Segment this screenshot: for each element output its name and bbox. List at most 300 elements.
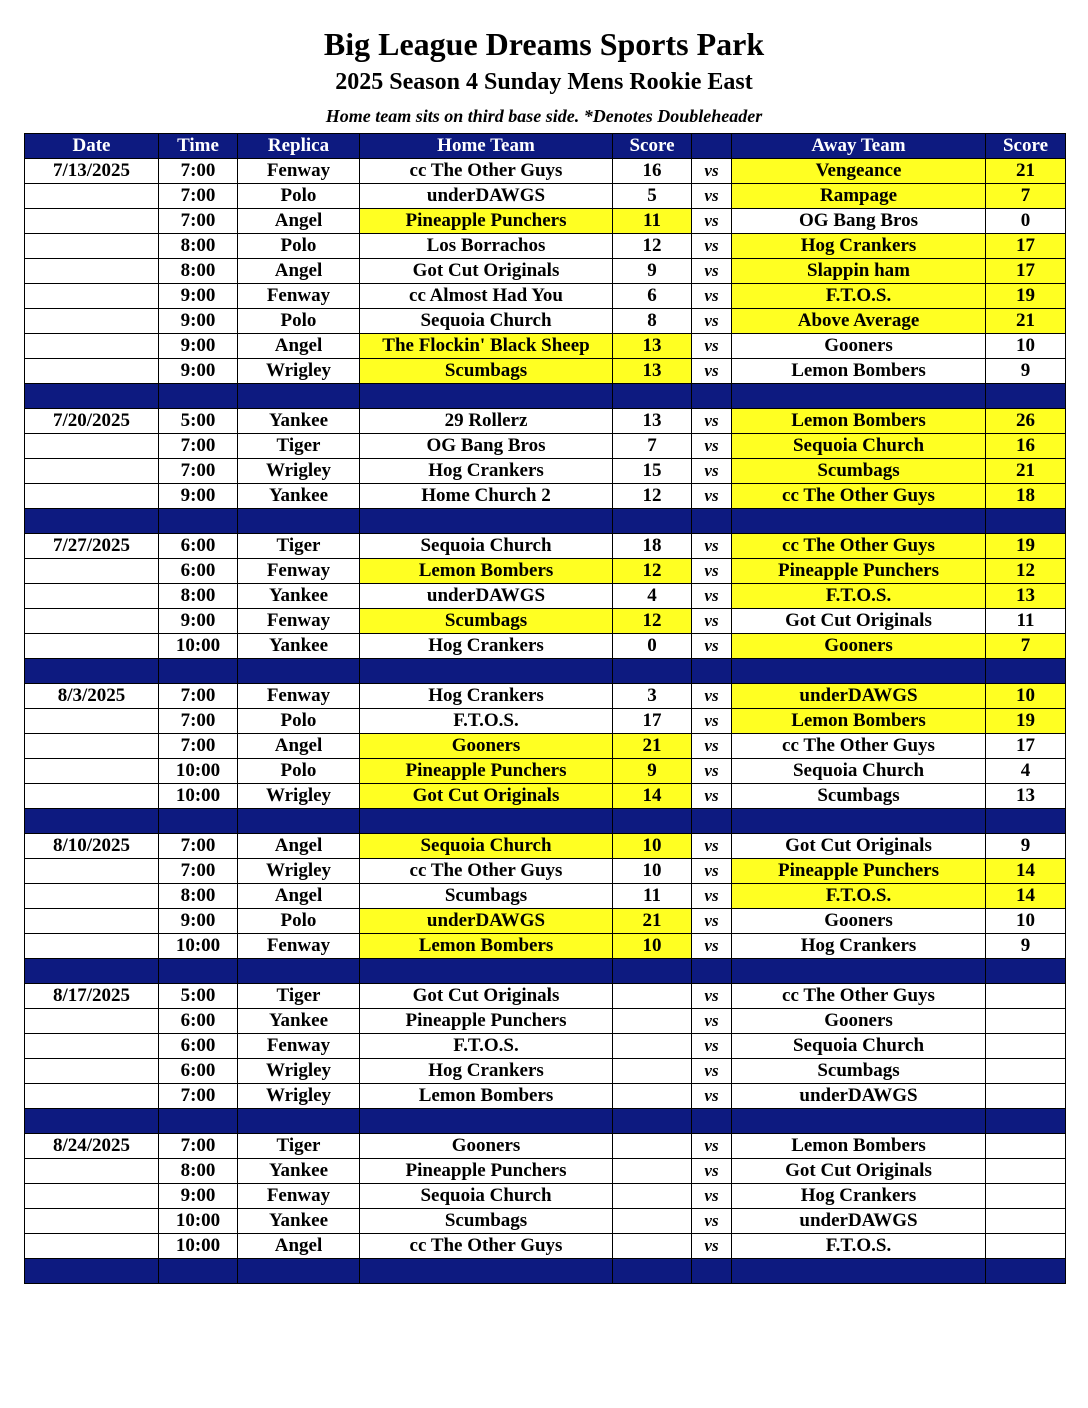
home-team: Hog Crankers xyxy=(360,1059,613,1084)
away-score xyxy=(986,1184,1066,1209)
vs-label: vs xyxy=(692,1009,732,1034)
home-score xyxy=(613,984,692,1009)
away-score: 14 xyxy=(986,884,1066,909)
game-row xyxy=(25,1234,1066,1259)
game-time: 7:00 xyxy=(159,434,238,459)
game-replica: Polo xyxy=(238,909,360,934)
separator-cell xyxy=(692,959,732,984)
game-replica: Wrigley xyxy=(238,784,360,809)
game-replica: Fenway xyxy=(238,1034,360,1059)
away-score: 9 xyxy=(986,834,1066,859)
away-team: F.T.O.S. xyxy=(732,584,986,609)
separator-cell xyxy=(732,384,986,409)
away-team: Lemon Bombers xyxy=(732,409,986,434)
away-team: Scumbags xyxy=(732,459,986,484)
home-score: 10 xyxy=(613,859,692,884)
away-score: 21 xyxy=(986,159,1066,184)
game-replica: Angel xyxy=(238,334,360,359)
week-separator xyxy=(25,959,1066,984)
game-replica: Angel xyxy=(238,834,360,859)
game-time: 9:00 xyxy=(159,334,238,359)
away-team: underDAWGS xyxy=(732,1209,986,1234)
game-replica: Wrigley xyxy=(238,859,360,884)
away-team: Pineapple Punchers xyxy=(732,859,986,884)
game-row xyxy=(25,759,1066,784)
separator-cell xyxy=(159,1109,238,1134)
vs-label: vs xyxy=(692,534,732,559)
game-replica: Wrigley xyxy=(238,359,360,384)
game-time: 6:00 xyxy=(159,1059,238,1084)
separator-cell xyxy=(238,1259,360,1284)
game-date xyxy=(25,209,159,234)
home-score: 13 xyxy=(613,359,692,384)
away-score: 19 xyxy=(986,534,1066,559)
away-score: 10 xyxy=(986,909,1066,934)
vs-label: vs xyxy=(692,1084,732,1109)
game-row xyxy=(25,1134,1066,1159)
home-score xyxy=(613,1134,692,1159)
game-replica: Yankee xyxy=(238,1159,360,1184)
home-score: 9 xyxy=(613,759,692,784)
game-row xyxy=(25,734,1066,759)
home-score: 12 xyxy=(613,609,692,634)
home-team: Hog Crankers xyxy=(360,684,613,709)
game-replica: Tiger xyxy=(238,534,360,559)
away-team: Sequoia Church xyxy=(732,759,986,784)
game-time: 7:00 xyxy=(159,184,238,209)
separator-cell xyxy=(159,659,238,684)
col-home-score: Score xyxy=(613,134,692,159)
game-replica: Yankee xyxy=(238,1009,360,1034)
separator-cell xyxy=(238,809,360,834)
separator-cell xyxy=(238,659,360,684)
away-score: 18 xyxy=(986,484,1066,509)
game-replica: Angel xyxy=(238,884,360,909)
game-time: 10:00 xyxy=(159,1234,238,1259)
away-team: cc The Other Guys xyxy=(732,734,986,759)
game-row xyxy=(25,184,1066,209)
home-score: 21 xyxy=(613,909,692,934)
home-score xyxy=(613,1209,692,1234)
game-replica: Fenway xyxy=(238,1184,360,1209)
game-date xyxy=(25,1209,159,1234)
away-team: F.T.O.S. xyxy=(732,284,986,309)
game-row xyxy=(25,1184,1066,1209)
home-score: 13 xyxy=(613,409,692,434)
game-replica: Tiger xyxy=(238,1134,360,1159)
week-separator xyxy=(25,809,1066,834)
vs-label: vs xyxy=(692,1059,732,1084)
away-score xyxy=(986,1234,1066,1259)
home-score: 14 xyxy=(613,784,692,809)
home-score: 7 xyxy=(613,434,692,459)
vs-label: vs xyxy=(692,584,732,609)
separator-cell xyxy=(986,1109,1066,1134)
away-team: Sequoia Church xyxy=(732,1034,986,1059)
game-time: 7:00 xyxy=(159,1134,238,1159)
separator-cell xyxy=(986,509,1066,534)
header-row xyxy=(25,134,1066,159)
home-score xyxy=(613,1059,692,1084)
schedule-table xyxy=(24,133,1066,1284)
game-time: 9:00 xyxy=(159,909,238,934)
home-team: F.T.O.S. xyxy=(360,1034,613,1059)
away-score: 7 xyxy=(986,634,1066,659)
away-team: F.T.O.S. xyxy=(732,884,986,909)
home-score: 13 xyxy=(613,334,692,359)
away-team: Above Average xyxy=(732,309,986,334)
home-score xyxy=(613,1234,692,1259)
vs-label: vs xyxy=(692,1209,732,1234)
home-team: cc The Other Guys xyxy=(360,159,613,184)
away-score: 17 xyxy=(986,259,1066,284)
game-date xyxy=(25,934,159,959)
away-score: 19 xyxy=(986,284,1066,309)
home-score xyxy=(613,1009,692,1034)
game-date xyxy=(25,1059,159,1084)
game-replica: Yankee xyxy=(238,484,360,509)
home-score: 12 xyxy=(613,559,692,584)
home-score xyxy=(613,1184,692,1209)
game-time: 7:00 xyxy=(159,159,238,184)
game-row xyxy=(25,284,1066,309)
schedule-body xyxy=(25,159,1066,1284)
home-team: cc The Other Guys xyxy=(360,1234,613,1259)
home-score: 16 xyxy=(613,159,692,184)
vs-label: vs xyxy=(692,609,732,634)
home-team: Lemon Bombers xyxy=(360,1084,613,1109)
game-date xyxy=(25,734,159,759)
home-team: Gooners xyxy=(360,734,613,759)
game-replica: Angel xyxy=(238,259,360,284)
home-team: The Flockin' Black Sheep xyxy=(360,334,613,359)
week-separator xyxy=(25,509,1066,534)
vs-label: vs xyxy=(692,409,732,434)
game-date: 8/3/2025 xyxy=(25,684,159,709)
game-date xyxy=(25,609,159,634)
separator-cell xyxy=(360,384,613,409)
home-team: Sequoia Church xyxy=(360,1184,613,1209)
vs-label: vs xyxy=(692,334,732,359)
game-time: 8:00 xyxy=(159,1159,238,1184)
away-team: Gooners xyxy=(732,334,986,359)
separator-cell xyxy=(613,959,692,984)
away-team: OG Bang Bros xyxy=(732,209,986,234)
home-score: 10 xyxy=(613,934,692,959)
page-title: Big League Dreams Sports Park xyxy=(323,26,765,62)
home-score: 0 xyxy=(613,634,692,659)
home-team: underDAWGS xyxy=(360,584,613,609)
game-row xyxy=(25,259,1066,284)
away-score: 17 xyxy=(986,734,1066,759)
away-team: underDAWGS xyxy=(732,1084,986,1109)
game-replica: Fenway xyxy=(238,559,360,584)
away-team: Gooners xyxy=(732,1009,986,1034)
week-separator xyxy=(25,659,1066,684)
home-team: Sequoia Church xyxy=(360,534,613,559)
game-date xyxy=(25,184,159,209)
game-date xyxy=(25,459,159,484)
game-date xyxy=(25,909,159,934)
separator-cell xyxy=(25,509,159,534)
game-time: 7:00 xyxy=(159,834,238,859)
game-replica: Fenway xyxy=(238,684,360,709)
game-time: 7:00 xyxy=(159,734,238,759)
separator-cell xyxy=(732,509,986,534)
vs-label: vs xyxy=(692,909,732,934)
game-date xyxy=(25,1034,159,1059)
game-replica: Yankee xyxy=(238,584,360,609)
game-time: 10:00 xyxy=(159,934,238,959)
away-team: Gooners xyxy=(732,909,986,934)
col-away-score: Score xyxy=(986,134,1066,159)
separator-cell xyxy=(986,659,1066,684)
separator-cell xyxy=(732,809,986,834)
home-team: Home Church 2 xyxy=(360,484,613,509)
vs-label: vs xyxy=(692,734,732,759)
game-time: 7:00 xyxy=(159,1084,238,1109)
game-row xyxy=(25,1159,1066,1184)
away-score: 17 xyxy=(986,234,1066,259)
away-score: 12 xyxy=(986,559,1066,584)
home-score: 3 xyxy=(613,684,692,709)
col-vs xyxy=(692,134,732,159)
away-score: 14 xyxy=(986,859,1066,884)
separator-cell xyxy=(238,509,360,534)
away-score: 10 xyxy=(986,334,1066,359)
home-team: Sequoia Church xyxy=(360,834,613,859)
away-team: Lemon Bombers xyxy=(732,709,986,734)
vs-label: vs xyxy=(692,1184,732,1209)
separator-cell xyxy=(732,659,986,684)
away-score: 0 xyxy=(986,209,1066,234)
game-row xyxy=(25,1009,1066,1034)
game-row xyxy=(25,334,1066,359)
game-date: 8/17/2025 xyxy=(25,984,159,1009)
game-date xyxy=(25,884,159,909)
separator-cell xyxy=(238,959,360,984)
home-score: 21 xyxy=(613,734,692,759)
vs-label: vs xyxy=(692,709,732,734)
game-date xyxy=(25,1234,159,1259)
separator-cell xyxy=(25,959,159,984)
separator-cell xyxy=(360,1109,613,1134)
game-time: 8:00 xyxy=(159,884,238,909)
vs-label: vs xyxy=(692,184,732,209)
separator-cell xyxy=(692,509,732,534)
game-date xyxy=(25,484,159,509)
game-time: 9:00 xyxy=(159,1184,238,1209)
game-time: 6:00 xyxy=(159,1034,238,1059)
vs-label: vs xyxy=(692,359,732,384)
game-date xyxy=(25,559,159,584)
home-score xyxy=(613,1034,692,1059)
vs-label: vs xyxy=(692,309,732,334)
separator-cell xyxy=(613,1109,692,1134)
vs-label: vs xyxy=(692,884,732,909)
home-team: Scumbags xyxy=(360,609,613,634)
separator-cell xyxy=(360,959,613,984)
vs-label: vs xyxy=(692,234,732,259)
vs-label: vs xyxy=(692,634,732,659)
away-team: Got Cut Originals xyxy=(732,609,986,634)
game-time: 8:00 xyxy=(159,584,238,609)
separator-cell xyxy=(159,959,238,984)
game-row xyxy=(25,1084,1066,1109)
home-team: cc Almost Had You xyxy=(360,284,613,309)
game-time: 6:00 xyxy=(159,534,238,559)
home-team: Scumbags xyxy=(360,359,613,384)
vs-label: vs xyxy=(692,284,732,309)
away-score xyxy=(986,1059,1066,1084)
home-score: 4 xyxy=(613,584,692,609)
game-replica: Yankee xyxy=(238,1209,360,1234)
separator-cell xyxy=(692,1259,732,1284)
separator-cell xyxy=(732,1109,986,1134)
game-row xyxy=(25,209,1066,234)
separator-cell xyxy=(159,1259,238,1284)
vs-label: vs xyxy=(692,484,732,509)
home-team: Got Cut Originals xyxy=(360,259,613,284)
separator-cell xyxy=(25,809,159,834)
game-row xyxy=(25,884,1066,909)
home-score: 5 xyxy=(613,184,692,209)
home-team: Got Cut Originals xyxy=(360,784,613,809)
game-date xyxy=(25,1009,159,1034)
away-team: Pineapple Punchers xyxy=(732,559,986,584)
separator-cell xyxy=(25,659,159,684)
game-replica: Fenway xyxy=(238,159,360,184)
away-team: Hog Crankers xyxy=(732,1184,986,1209)
separator-cell xyxy=(238,1109,360,1134)
away-team: underDAWGS xyxy=(732,684,986,709)
home-team: cc The Other Guys xyxy=(360,859,613,884)
away-team: Scumbags xyxy=(732,784,986,809)
game-row xyxy=(25,1209,1066,1234)
vs-label: vs xyxy=(692,1234,732,1259)
home-score: 15 xyxy=(613,459,692,484)
away-team: Sequoia Church xyxy=(732,434,986,459)
game-date xyxy=(25,234,159,259)
home-score: 6 xyxy=(613,284,692,309)
game-time: 10:00 xyxy=(159,784,238,809)
separator-cell xyxy=(159,384,238,409)
separator-cell xyxy=(692,1109,732,1134)
away-score xyxy=(986,1159,1066,1184)
vs-label: vs xyxy=(692,759,732,784)
game-time: 7:00 xyxy=(159,709,238,734)
home-team: underDAWGS xyxy=(360,184,613,209)
game-row xyxy=(25,1059,1066,1084)
game-date xyxy=(25,359,159,384)
game-time: 9:00 xyxy=(159,484,238,509)
game-row xyxy=(25,459,1066,484)
away-team: F.T.O.S. xyxy=(732,1234,986,1259)
game-replica: Yankee xyxy=(238,634,360,659)
game-date xyxy=(25,759,159,784)
game-row xyxy=(25,484,1066,509)
away-score xyxy=(986,1209,1066,1234)
home-team: Gooners xyxy=(360,1134,613,1159)
game-replica: Polo xyxy=(238,759,360,784)
separator-cell xyxy=(692,809,732,834)
col-home-team: Home Team xyxy=(360,134,613,159)
game-replica: Polo xyxy=(238,309,360,334)
home-team: Scumbags xyxy=(360,884,613,909)
away-score: 13 xyxy=(986,784,1066,809)
game-date xyxy=(25,859,159,884)
separator-cell xyxy=(25,384,159,409)
separator-cell xyxy=(986,384,1066,409)
game-replica: Wrigley xyxy=(238,1059,360,1084)
game-replica: Angel xyxy=(238,209,360,234)
home-team: 29 Rollerz xyxy=(360,409,613,434)
away-score: 19 xyxy=(986,709,1066,734)
home-team: Got Cut Originals xyxy=(360,984,613,1009)
vs-label: vs xyxy=(692,159,732,184)
away-score: 9 xyxy=(986,934,1066,959)
separator-cell xyxy=(159,509,238,534)
game-date: 7/20/2025 xyxy=(25,409,159,434)
week-separator xyxy=(25,384,1066,409)
game-row xyxy=(25,609,1066,634)
vs-label: vs xyxy=(692,784,732,809)
game-row xyxy=(25,234,1066,259)
game-date: 7/13/2025 xyxy=(25,159,159,184)
away-team: Hog Crankers xyxy=(732,234,986,259)
game-time: 5:00 xyxy=(159,409,238,434)
game-replica: Polo xyxy=(238,234,360,259)
away-score: 7 xyxy=(986,184,1066,209)
game-row xyxy=(25,709,1066,734)
away-score xyxy=(986,1034,1066,1059)
home-score xyxy=(613,1159,692,1184)
home-team: underDAWGS xyxy=(360,909,613,934)
away-team: Hog Crankers xyxy=(732,934,986,959)
away-team: Got Cut Originals xyxy=(732,834,986,859)
game-time: 7:00 xyxy=(159,459,238,484)
game-date xyxy=(25,709,159,734)
separator-cell xyxy=(613,659,692,684)
home-score: 12 xyxy=(613,234,692,259)
separator-cell xyxy=(25,1109,159,1134)
separator-cell xyxy=(732,1259,986,1284)
separator-cell xyxy=(360,1259,613,1284)
game-replica: Polo xyxy=(238,184,360,209)
away-team: Slappin ham xyxy=(732,259,986,284)
game-row xyxy=(25,559,1066,584)
game-date xyxy=(25,284,159,309)
game-row xyxy=(25,359,1066,384)
game-time: 9:00 xyxy=(159,309,238,334)
game-row xyxy=(25,834,1066,859)
away-score: 21 xyxy=(986,459,1066,484)
game-date xyxy=(25,309,159,334)
week-separator xyxy=(25,1109,1066,1134)
game-time: 7:00 xyxy=(159,209,238,234)
vs-label: vs xyxy=(692,1034,732,1059)
game-replica: Fenway xyxy=(238,609,360,634)
home-score xyxy=(613,1084,692,1109)
away-score: 13 xyxy=(986,584,1066,609)
game-time: 10:00 xyxy=(159,1209,238,1234)
home-team: Pineapple Punchers xyxy=(360,759,613,784)
home-team: Los Borrachos xyxy=(360,234,613,259)
game-date xyxy=(25,434,159,459)
game-time: 10:00 xyxy=(159,759,238,784)
vs-label: vs xyxy=(692,684,732,709)
home-score: 11 xyxy=(613,884,692,909)
